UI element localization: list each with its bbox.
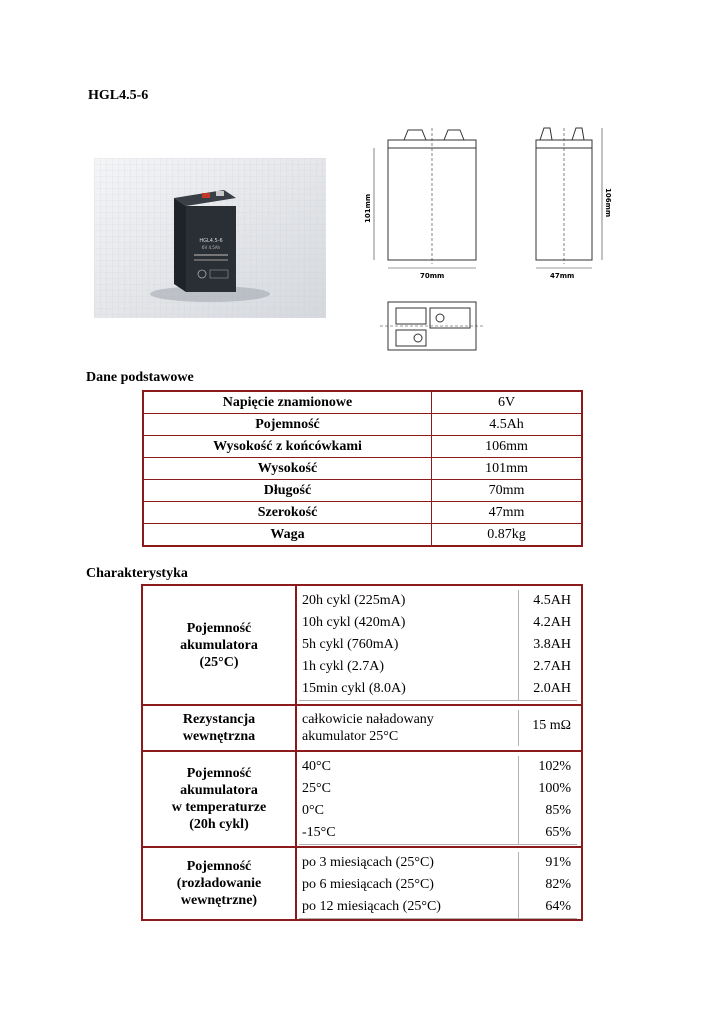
self-discharge-label: Pojemność (rozładowanie wewnętrzne) [143, 848, 297, 919]
table-row: 25°C 100% [299, 778, 577, 801]
row-key: Pojemność [143, 414, 432, 436]
table-row: 10h cykl (420mA) 4.2AH [299, 612, 577, 635]
table-row: 0°C 85% [299, 800, 577, 823]
basic-data-table [142, 390, 583, 547]
row-key: Szerokość [143, 502, 432, 524]
table-row: 20h cykl (225mA) 4.5AH [299, 590, 577, 613]
row-key: Wysokość [143, 458, 432, 480]
row-value: 70mm [432, 480, 583, 502]
row-key: Długość [143, 480, 432, 502]
table-row: po 12 miesiącach (25°C) 64% [299, 896, 577, 919]
capacity-label: Pojemność akumulatora (25°C) [143, 586, 297, 704]
row-value: 47mm [432, 502, 583, 524]
resistance-condition: całkowicie naładowany akumulator 25°C [302, 712, 434, 744]
dim-width-side: 47mm [550, 272, 575, 280]
capacity-group [143, 586, 581, 704]
resistance-group [143, 706, 581, 750]
row-key: Wysokość z końcówkami [143, 436, 432, 458]
table-row: 15min cykl (8.0A) 2.0AH [299, 678, 577, 701]
photo-label-model: HGL4.5-6 [199, 238, 223, 244]
table-row [143, 436, 582, 458]
dim-height-body: 101mm [364, 193, 372, 223]
basic-data-heading: Dane podstawowe [86, 370, 194, 385]
row-key: Napięcie znamionowe [143, 391, 432, 414]
row-value: 0.87kg [432, 524, 583, 547]
temperature-label: Pojemność akumulatora w temperaturze (20h cykl) [143, 752, 297, 846]
dimension-drawing [360, 118, 610, 358]
dim-width-front: 70mm [420, 272, 445, 280]
table-row: po 3 miesiącach (25°C) 91% [299, 852, 577, 875]
table-row: 40°C 102% [299, 756, 577, 779]
photo-label-spec: 6V 4.5Ah [201, 245, 221, 250]
table-row [143, 524, 582, 547]
characteristics-heading: Charakterystyka [86, 566, 188, 581]
table-row [143, 480, 582, 502]
table-row [143, 391, 582, 414]
table-row [143, 458, 582, 480]
resistance-label: Rezystancja wewnętrzna [143, 706, 297, 750]
resistance-value: 15 mΩ [532, 718, 571, 733]
table-row: -15°C 65% [299, 822, 577, 845]
characteristics-table [141, 584, 583, 921]
battery-photo [94, 158, 326, 318]
row-value: 4.5Ah [432, 414, 583, 436]
table-row: 1h cykl (2.7A) 2.7AH [299, 656, 577, 679]
row-value: 6V [432, 391, 583, 414]
dim-height-total: 106mm [604, 188, 612, 218]
document-title: HGL4.5-6 [88, 88, 149, 103]
row-value: 106mm [432, 436, 583, 458]
table-row: po 6 miesiącach (25°C) 82% [299, 874, 577, 897]
table-row: 5h cykl (760mA) 3.8AH [299, 634, 577, 657]
table-row [143, 414, 582, 436]
row-key: Waga [143, 524, 432, 547]
self-discharge-group [143, 848, 581, 919]
temperature-group [143, 752, 581, 846]
row-value: 101mm [432, 458, 583, 480]
table-row [143, 502, 582, 524]
